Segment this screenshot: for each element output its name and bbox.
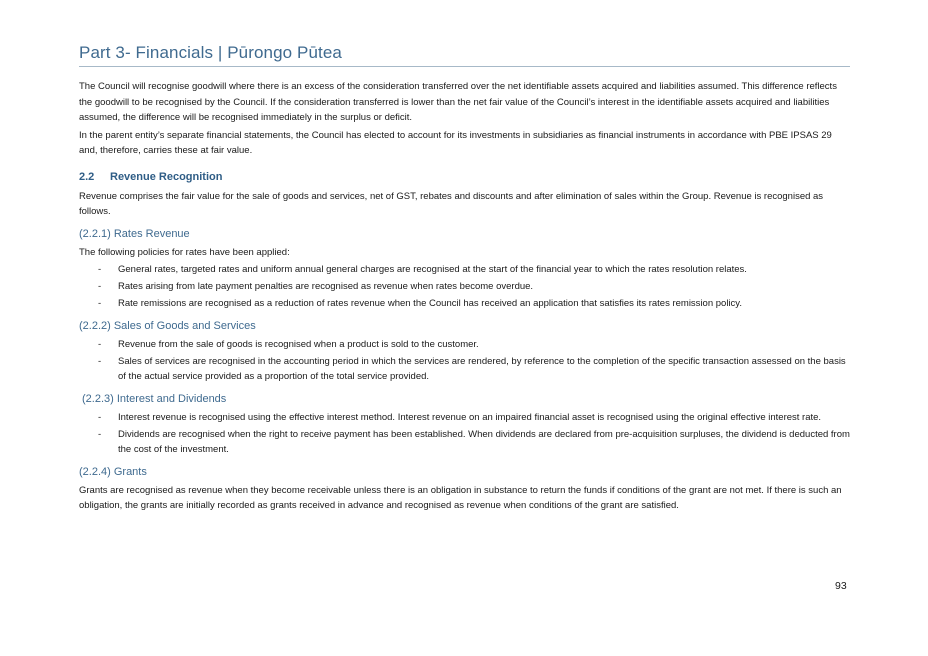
list-item <box>79 410 850 426</box>
list-item <box>79 296 850 312</box>
list-item <box>79 337 850 353</box>
dash-bullet: - <box>98 428 102 440</box>
rates-lead-text: The following policies for rates have been applied: <box>79 246 290 258</box>
subheading-rates-revenue: (2.2.1) Rates Revenue <box>79 227 190 240</box>
subheading-sales-goods-services: (2.2.2) Sales of Goods and Services <box>79 319 256 332</box>
list-item <box>79 262 850 278</box>
dash-bullet: - <box>98 338 102 350</box>
grants-paragraph: Grants are recognised as revenue when they become receivable unless there is an obligation in substance to return the funds if conditions of the grant are not met. If there is such an obligation, the grants are initially recorded as grants received in advance and recognised as revenue when conditions of the grant are satisfied. <box>79 484 842 511</box>
section-title: Revenue Recognition <box>110 170 223 183</box>
subheading-interest-dividends: (2.2.3) Interest and Dividends <box>82 392 227 405</box>
dash-bullet: - <box>98 264 102 275</box>
intro-paragraph-subsidiaries: In the parent entity’s separate financial statements, the Council has elected to account for its investments in subsidiaries as financial instruments in accordance with PBE IPSAS 29 and, therefore, carries these at fair value. <box>79 129 832 156</box>
document-body <box>79 79 850 516</box>
page-title: Part 3- Financials | Pūrongo Pūtea <box>79 43 342 62</box>
list-item <box>79 279 850 295</box>
list-item <box>79 427 850 458</box>
list-item-text: Dividends are recognised when the right to receive payment has been established. When dividends are declared from pre-acquisition surpluses, the dividend is deducted from the cost of the investment. <box>118 428 850 455</box>
subheading-grants: (2.2.4) Grants <box>79 465 147 478</box>
title-divider <box>79 66 850 67</box>
revenue-recognition-paragraph: Revenue comprises the fair value for the sale of goods and services, net of GST, rebates and discounts and after elimination of sales within the Group. Revenue is recognised as follows. <box>79 190 824 217</box>
page-number: 93 <box>835 580 847 592</box>
dash-bullet: - <box>98 298 102 309</box>
dash-bullet: - <box>98 281 102 292</box>
list-item-text: Rates arising from late payment penalties are recognised as revenue when rates become overdue. <box>118 281 534 292</box>
rates-list <box>79 262 850 312</box>
list-item-text: Rate remissions are recognised as a reduction of rates revenue when the Council has received an application that satisfies its rates remission policy. <box>118 298 742 309</box>
list-item-text: Revenue from the sale of goods is recognised when a product is sold to the customer. <box>118 338 479 350</box>
list-item-text: General rates, targeted rates and uniform annual general charges are recognised at the start of the financial year to which the rates resolution relates. <box>118 264 747 275</box>
section-number: 2.2 <box>79 170 95 183</box>
sales-list <box>79 337 850 385</box>
list-item-text: Interest revenue is recognised using the effective interest method. Interest revenue on an impaired financial asset is recognised using the original effective interest rate. <box>118 411 822 423</box>
dash-bullet: - <box>98 411 102 423</box>
section-heading-revenue-recognition <box>79 169 850 185</box>
intro-paragraph-goodwill: The Council will recognise goodwill where there is an excess of the consideration transferred over the net identifiable assets acquired and liabilities assumed. This difference reflects the goodwill to be recognised by the Council. If the consideration transferred is lower than the net fair value of the Council’s interest in the identifiable assets acquired and liabilities assumed, the difference will be recognised immediately in the surplus or deficit. <box>79 81 837 123</box>
dash-bullet: - <box>98 355 102 367</box>
list-item <box>79 354 850 385</box>
interest-list <box>79 410 850 458</box>
list-item-text: Sales of services are recognised in the accounting period in which the services are rendered, by reference to the completion of the specific transaction assessed on the basis of the actual service provided as a proportion of the total service provided. <box>118 355 846 382</box>
